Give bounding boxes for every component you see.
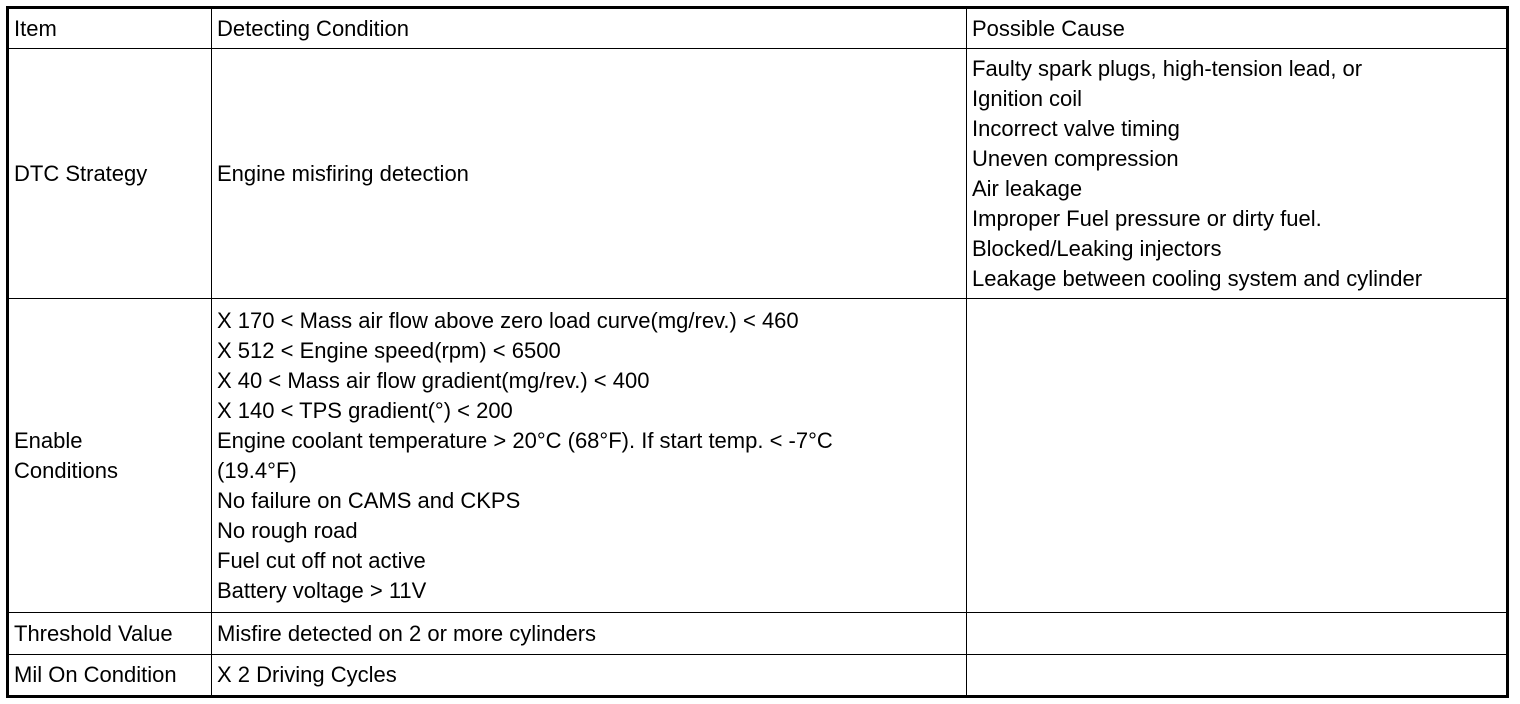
table-row-enable-conditions [8,299,1508,613]
cell-detecting-condition [212,655,967,697]
cell-item: Mil On Condition [8,655,212,697]
cell-possible-cause [967,49,1508,299]
header-item: Item [8,8,212,49]
cell-detecting-condition [212,49,967,299]
cell-item [8,299,212,613]
cause-line: Air leakage [972,175,1083,201]
cell-item: Threshold Value [8,613,212,655]
condition-line: X 40 < Mass air flow gradient(mg/rev.) < 400 [217,367,650,393]
condition-line: X 512 < Engine speed(rpm) < 6500 [217,337,561,363]
cause-line: Ignition coil [972,85,1083,111]
dtc-table [6,6,1509,698]
cell-detecting-condition [212,299,967,613]
table-row-mil-on-condition [8,655,1508,697]
condition-line: Misfire detected on 2 or more cylinders [217,620,597,646]
condition-line: (19.4°F) [217,457,297,483]
condition-line: X 140 < TPS gradient(°) < 200 [217,397,513,423]
condition-line: Engine misfiring detection [217,160,469,186]
condition-line: X 170 < Mass air flow above zero load curve(mg/rev.) < 460 [217,307,799,333]
cause-line: Improper Fuel pressure or dirty fuel. [972,205,1322,231]
condition-line: Engine coolant temperature > 20°C (68°F). If start temp. < -7°C [217,427,833,453]
condition-line: X 2 Driving Cycles [217,662,397,687]
condition-line: No failure on CAMS and CKPS [217,487,521,513]
cause-line: Blocked/Leaking injectors [972,235,1222,261]
table-row-threshold-value [8,613,1508,655]
cell-detecting-condition [212,613,967,655]
header-detecting-condition: Detecting Condition [212,8,967,49]
condition-line: No rough road [217,517,358,543]
table-header-row [8,8,1508,49]
cell-possible-cause [967,655,1508,697]
condition-line: Fuel cut off not active [217,547,426,573]
condition-line: Battery voltage > 11V [217,577,427,603]
item-line: Enable [14,427,83,453]
cause-line: Uneven compression [972,145,1179,171]
table-row-dtc-strategy [8,49,1508,299]
cell-possible-cause [967,613,1508,655]
item-line: Conditions [14,457,118,483]
cause-line: Leakage between cooling system and cylinder [972,265,1423,291]
cell-item: DTC Strategy [8,49,212,299]
cell-possible-cause [967,299,1508,613]
header-possible-cause: Possible Cause [967,8,1508,49]
cause-line: Incorrect valve timing [972,115,1180,141]
cause-line: Faulty spark plugs, high-tension lead, or [972,55,1363,81]
